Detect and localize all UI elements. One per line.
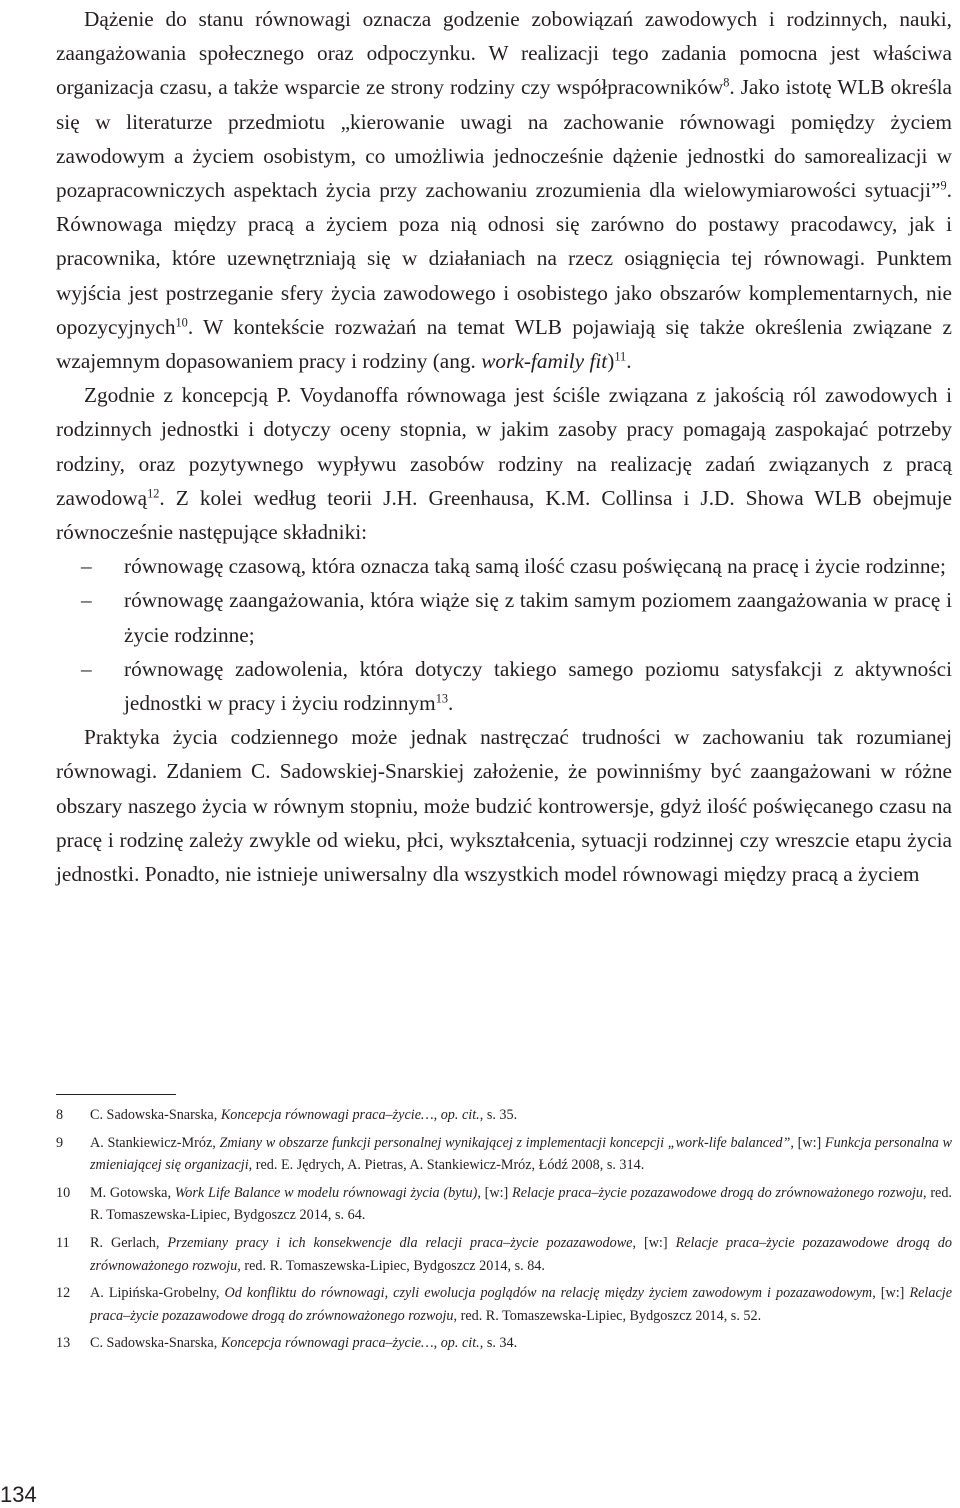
text-run: ) <box>607 349 615 374</box>
text-run: . Jako istotę WLB określa się w literaturze przedmiotu „kierowanie uwagi na zachowanie równowagi pomiędzy życiem zawodowym a życiem osobistym, co umożliwia jednocześnie dążenie jednostki do samorealizacji w pozapracowniczych aspektach życia przy zachowaniu zrozumienia dla wielowymiarowości sytuacji” <box>56 75 952 203</box>
text-run: , s. 34. <box>479 1335 518 1352</box>
footnote-12 <box>56 1282 952 1327</box>
italic-title: Work Life Balance w modelu równowagi życia (bytu) <box>174 1184 478 1201</box>
text-run: A. Stankiewicz-Mróz, <box>90 1134 220 1151</box>
text-run: A. Lipińska-Grobelny, <box>90 1285 225 1302</box>
list-item-text: równowagę zadowolenia, która dotyczy takiego samego poziomu satysfakcji z aktywności jednostki w pracy i życiu rodzinnym <box>124 656 952 716</box>
footnote-9 <box>56 1132 952 1177</box>
dash-bullet: – <box>81 588 92 613</box>
text-run: . Równowaga między pracą a życiem poza nią odnosi się zarówno do postawy pracodawcy, jak i pracownika, które uzewnętrzniają się w działaniach na rzecz osiągnięcia tej równowagi. Punktem wyjścia jest postrzeganie sfery życia zawodowego i osobistego jako obszarów komplementarnych, nie opozycyjnych <box>56 178 952 339</box>
italic-title: Koncepcja równowagi praca–życie…, op. cit. <box>220 1107 480 1123</box>
footnote-ref-10[interactable]: 10 <box>175 315 188 330</box>
text-run: , red. E. Jędrych, A. Pietras, A. Stankiewicz-Mróz, Łódź 2008, s. 314. <box>248 1157 645 1174</box>
footnote-11 <box>56 1232 952 1277</box>
italic-title: Od konfliktu do równowagi, czyli ewolucja poglądów na relację między życiem zawodowym i pozazawodowym <box>224 1285 873 1302</box>
footnote-ref-12[interactable]: 12 <box>147 486 160 501</box>
paragraph-3: Praktyka życia codziennego może jednak nastręczać trudności w zachowaniu tak rozumianej równowagi. Zdaniem C. Sadowskiej-Snarskiej założenie, że powinniśmy być zaangażowani w różne obszary naszego życia w równym stopniu, może budzić kontrowersje, gdyż ilość poświęcanego czasu na pracę i rodzinę zależy zwykle od wieku, płci, wykształcenia, sytuacji rodzinnej czy wreszcie etapu życia jednostki. Ponadto, nie istnieje uniwersalny dla wszystkich model równowagi między pracą a życiem <box>56 725 952 887</box>
text-run: Zgodnie z koncepcją P. Voydanoffa równowaga jest ściśle związana z jakością ról zawodowych i rodzinnych jednostki i dotyczy oceny stopnia, w jakim zasoby pracy pomagają zaspokajać potrzeby rodziny, oraz pozytywnego wypływu zasobów rodziny na realizację zadań związanych z pracą zawodową <box>56 383 952 510</box>
list-item <box>56 652 952 720</box>
footnote-number: 12 <box>56 1285 71 1302</box>
footnote-ref-9[interactable]: 9 <box>940 178 947 193</box>
footnote-ref-11[interactable]: 11 <box>614 349 627 364</box>
list-item <box>56 549 952 583</box>
footnote-10 <box>56 1182 952 1227</box>
footnotes <box>56 1104 952 1360</box>
text-run: C. Sadowska-Snarska, <box>90 1107 221 1123</box>
text-run: . Z kolei według teorii J.H. Greenhausa, K.M. Collinsa i J.D. Showa WLB obejmuje równocześnie następujące składniki: <box>56 485 952 545</box>
text-run: , [w:] <box>790 1134 825 1151</box>
italic-term: work-family fit <box>481 349 608 374</box>
text-run: Dążenie do stanu równowagi oznacza godzenie zobowiązań zawodowych i rodzinnych, nauki, zaangażowania społecznego oraz odpoczynku. W realizacji tego zadania pomocna jest właściwa organizacja czasu, a także wsparcie ze strony rodziny czy współpracowników <box>56 7 952 100</box>
italic-title: Zmiany w obszarze funkcji personalnej wynikającej z implementacji koncepcji „work-life balanced” <box>219 1134 791 1151</box>
footnote-separator <box>56 1094 176 1095</box>
text-run: M. Gotowska, <box>90 1184 175 1201</box>
footnote-8 <box>56 1104 952 1127</box>
footnote-text <box>90 1132 952 1177</box>
footnote-text <box>90 1182 952 1227</box>
text-run: , red. R. Tomaszewska-Lipiec, Bydgoszcz 2014, s. 64. <box>90 1184 952 1224</box>
italic-title: Relacje praca–życie pozazawodowe drogą do zrównoważonego rozwoju <box>90 1234 952 1274</box>
footnote-number: 11 <box>56 1234 70 1251</box>
text-run: , [w:] <box>872 1285 910 1302</box>
footnote-text <box>90 1282 952 1327</box>
text-run: , [w:] <box>632 1234 676 1251</box>
italic-title: Koncepcja równowagi praca–życie…, op. cit. <box>220 1335 480 1352</box>
footnote-number: 10 <box>56 1184 71 1201</box>
main-text <box>56 2 952 891</box>
text-run: C. Sadowska-Snarska, <box>90 1335 221 1352</box>
footnote-number: 8 <box>56 1107 64 1123</box>
list-item <box>56 583 952 651</box>
paragraph-1 <box>56 2 952 378</box>
footnote-text <box>90 1104 952 1127</box>
text-run: . <box>448 691 454 716</box>
dash-bullet: – <box>81 554 92 579</box>
text-run: , red. R. Tomaszewska-Lipiec, Bydgoszcz 2014, s. 84. <box>237 1257 545 1274</box>
text-run: . <box>626 349 632 374</box>
footnote-ref-8[interactable]: 8 <box>723 76 730 90</box>
paragraph-2 <box>56 378 952 549</box>
footnote-text <box>90 1332 952 1355</box>
list-item-text: równowagę czasową, która oznacza taką samą ilość czasu poświęcaną na pracę i życie rodzinne; <box>124 554 946 579</box>
text-run: , red. R. Tomaszewska-Lipiec, Bydgoszcz 2014, s. 52. <box>453 1307 762 1324</box>
text-run: , s. 35. <box>479 1107 518 1123</box>
italic-title: Przemiany pracy i ich konsekwencje dla relacji praca–życie pozazawodowe <box>167 1234 633 1251</box>
italic-title: Relacje praca–życie pozazawodowe drogą do zrównoważonego rozwoju <box>90 1285 952 1324</box>
text-run: . W kontekście rozważań na temat WLB pojawiają się także określenia związane z wzajemnym dopasowaniem pracy i rodziny (ang. <box>56 314 952 374</box>
text-run: R. Gerlach, <box>90 1234 168 1251</box>
footnote-13 <box>56 1332 952 1355</box>
page-number: 134 <box>0 1482 37 1507</box>
list-item-text: równowagę zaangażowania, która wiąże się z takim samym poziomem zaangażowania w pracę i życie rodzinne; <box>124 588 952 647</box>
footnote-number: 13 <box>56 1335 71 1352</box>
footnote-ref-13[interactable]: 13 <box>435 691 449 706</box>
italic-title: Funkcja personalna w zmieniającej się organizacji <box>90 1134 953 1174</box>
text-run: , [w:] <box>477 1184 513 1201</box>
footnote-number: 9 <box>56 1134 64 1151</box>
italic-title: Relacje praca–życie pozazawodowe drogą do zrównoważonego rozwoju <box>512 1184 923 1201</box>
dash-bullet: – <box>81 656 92 681</box>
footnote-text <box>90 1232 952 1277</box>
